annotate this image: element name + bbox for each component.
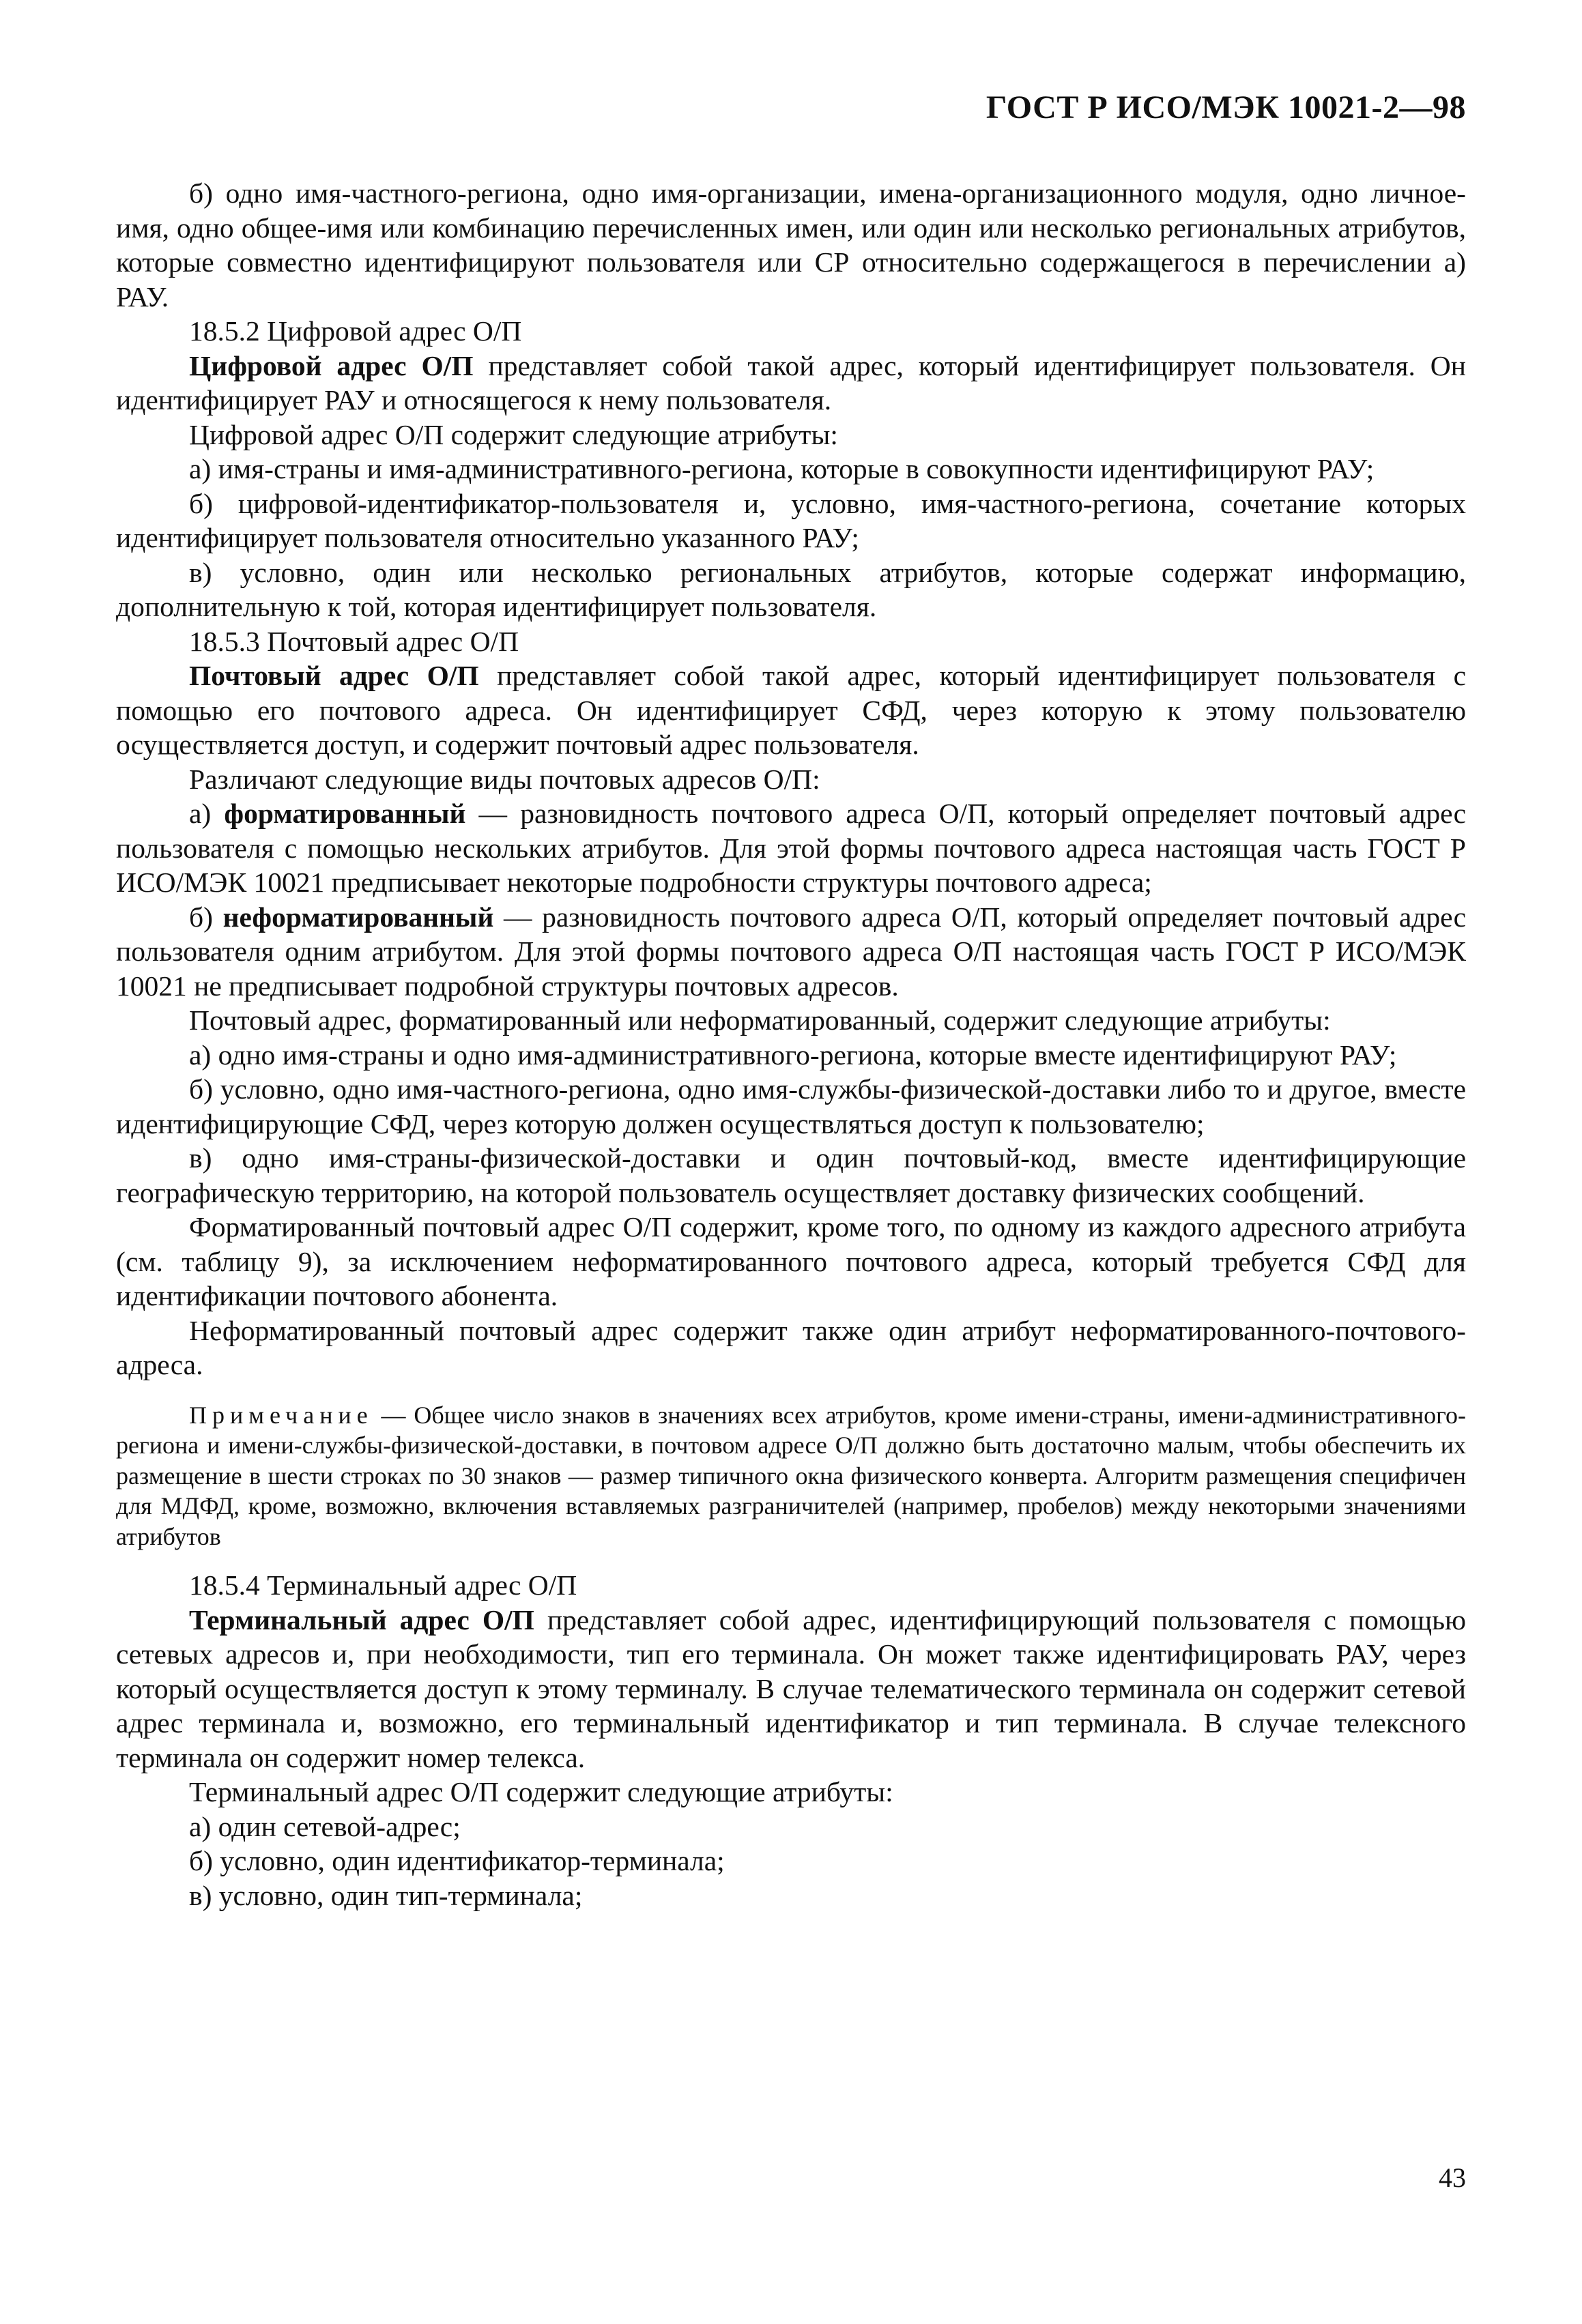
note-label: Примечание [189,1401,373,1429]
paragraph-text: — разновидность почтового адреса О/П, который определяет почтовый адрес пользователя с помощью нескольких атрибутов. Для этой формы почтового адреса настоящая часть ГОСТ Р ИСО/МЭК 10021 предписывает некоторые подробности структуры почтового адреса; [116,798,1466,898]
paragraph: Терминальный адрес О/П содержит следующие атрибуты: [189,1776,893,1807]
list-item [116,900,1466,1004]
note-text: — Общее число знаков в значениях всех атрибутов, кроме имени-страны, имени-административного-региона и имени-службы-физической-доставки, в почтовом адресе О/П должно быть достаточно малым, чтобы обеспечить их размещение в шести строках по 30 знаков — размер типичного окна физического конверта. Алгоритм размещения специфичен для МДФД, кроме, возможно, включения вставляемых разграничителей (например, пробелов) между некоторыми значениями атрибутов [116,1401,1466,1550]
paragraph: Различают следующие виды почтовых адресов О/П: [189,763,820,795]
section-heading-18-5-4: 18.5.4 Терминальный адрес О/П [189,1569,577,1601]
section-heading-18-5-3: 18.5.3 Почтовый адрес О/П [189,625,519,657]
term-bold: Терминальный адрес О/П [189,1603,534,1636]
paragraph: Неформатированный почтовый адрес содержит также один атрибут неформатированного-почтового-адреса. [116,1314,1466,1380]
paragraph: Форматированный почтовый адрес О/П содержит, кроме того, по одному из каждого адресного атрибута (см. таблицу 9), за исключением неформатированного почтового адреса, который требуется СФД для идентификации почтового абонента. [116,1211,1466,1311]
list-item: а) одно имя-страны и одно имя-административного-региона, которые вместе идентифицируют РАУ; [189,1038,1397,1071]
list-item [116,796,1466,900]
paragraph: Цифровой адрес О/П содержит следующие атрибуты: [189,418,838,450]
paragraph [116,349,1466,418]
term-bold: форматированный [224,798,466,829]
list-item: в) условно, один или несколько региональных атрибутов, которые содержат информацию, дополнительную к той, которая идентифицирует пользователя. [116,556,1466,622]
list-marker: б) [189,901,223,933]
paragraph-text: представляет собой такой адрес, который идентифицирует пользователя с помощью его почтового адреса. Он идентифицирует СФД, через которую к этому пользователю осуществляется доступ, и содержит почтовый адрес пользователя. [116,660,1466,760]
list-item: б) условно, один идентификатор-терминала; [189,1845,725,1876]
list-marker: а) [189,798,225,829]
note [116,1400,1466,1552]
list-item: в) одно имя-страны-физической-доставки и один почтовый-код, вместе идентифицирующие географическую территорию, на которой пользователь осуществляет доставку физических сообщений. [116,1142,1466,1208]
paragraph-text: представляет собой такой адрес, который идентифицирует пользователя. Он идентифицирует РАУ и относящегося к нему пользователя. [116,349,1466,416]
term-bold: неформатированный [222,901,494,933]
paragraph: Почтовый адрес, форматированный или неформатированный, содержит следующие атрибуты: [189,1004,1331,1036]
list-item: а) имя-страны и имя-административного-региона, которые в совокупности идентифицируют РАУ; [189,453,1375,484]
list-item: б) условно, одно имя-частного-региона, одно имя-службы-физической-доставки либо то и другое, вместе идентифицирующие СФД, через которую должен осуществляться доступ к пользователю; [116,1073,1466,1139]
document-header: ГОСТ Р ИСО/МЭК 10021-2—98 [986,89,1466,126]
page-number: 43 [1439,2162,1466,2193]
paragraph-text: — разновидность почтового адреса О/П, который определяет почтовый адрес пользователя одним атрибутом. Для этой формы почтового адреса О/П настоящая часть ГОСТ Р ИСО/МЭК 10021 не предписывает подробной структуры почтовых адресов. [116,901,1467,1002]
paragraph-text: представляет собой адрес, идентифицирующий пользователя с помощью сетевых адресов и, при необходимости, тип его терминала. Он может также идентифицировать РАУ, через который осуществляется доступ к этому терминалу. В случае телематического терминала он содержит сетевой адрес терминала и, возможно, его терминальный идентификатор и тип терминала. В случае телексного терминала он содержит номер телекса. [116,1603,1467,1773]
paragraph [116,1603,1466,1775]
list-item: а) один сетевой-адрес; [189,1810,461,1842]
term-bold: Цифровой адрес О/П [189,349,474,381]
paragraph: б) одно имя-частного-региона, одно имя-организации, имена-организационного модуля, одно личное-имя, одно общее-имя или комбинацию перечисленных имен, или один или несколько региональных атрибутов, которые совместно идентифицируют пользователя или СР относительно содержащегося в перечислении а) РАУ. [116,177,1466,313]
page-body [116,176,1466,1913]
list-item: б) цифровой-идентификатор-пользователя и, условно, имя-частного-региона, сочетание которых идентифицирует пользователя относительно указанного РАУ; [116,487,1466,553]
list-item: в) условно, один тип-терминала; [189,1879,583,1911]
term-bold: Почтовый адрес О/П [189,660,479,691]
paragraph [116,658,1466,762]
section-heading-18-5-2: 18.5.2 Цифровой адрес О/П [189,315,522,347]
